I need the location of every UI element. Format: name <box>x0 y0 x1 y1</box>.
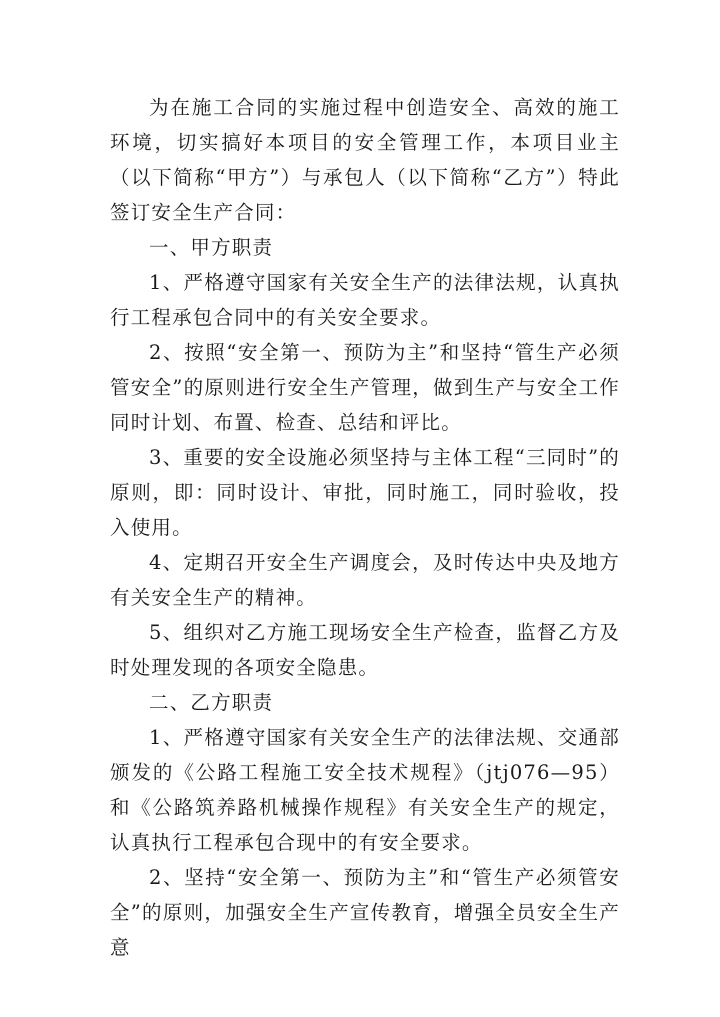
party-a-clause-2: 2、按照“安全第一、预防为主”和坚持“管生产必须管安全”的原则进行安全生产管理，做到生产与安全工作同时计划、布置、检查、总结和评比。 <box>110 341 620 434</box>
party-a-clause-5: 5、组织对乙方施工现场安全生产检查，监督乙方及时处理发现的各项安全隐患。 <box>110 621 620 679</box>
intro-paragraph: 为在施工合同的实施过程中创造安全、高效的施工环境，切实搞好本项目的安全管理工作，本项目业主（以下简称“甲方”）与承包人（以下简称“乙方”）特此签订安全生产合同： <box>110 96 620 224</box>
document-body <box>110 90 620 965</box>
party-a-clause-1: 1、严格遵守国家有关安全生产的法律法规，认真执行工程承包合同中的有关安全要求。 <box>110 271 620 329</box>
party-a-clause-3: 3、重要的安全设施必须坚持与主体工程“三同时”的原则，即：同时设计、审批，同时施工，同时验收，投入使用。 <box>110 446 620 539</box>
section-heading-party-a: 一、甲方职责 <box>149 236 274 259</box>
party-b-clause-2: 2、坚持“安全第一、预防为主”和“管生产必须管安全”的原则，加强安全生产宣传教育，增强全员安全生产意 <box>110 866 620 959</box>
party-b-clause-1: 1、严格遵守国家有关安全生产的法律法规、交通部颁发的《公路工程施工安全技术规程》（jtj076—95）和《公路筑养路机械操作规程》有关安全生产的规定，认真执行工程承包合现中的有安全要求。 <box>110 726 620 854</box>
party-a-clause-4: 4、定期召开安全生产调度会，及时传达中央及地方有关安全生产的精神。 <box>110 551 620 609</box>
section-heading-party-b: 二、乙方职责 <box>149 691 274 714</box>
